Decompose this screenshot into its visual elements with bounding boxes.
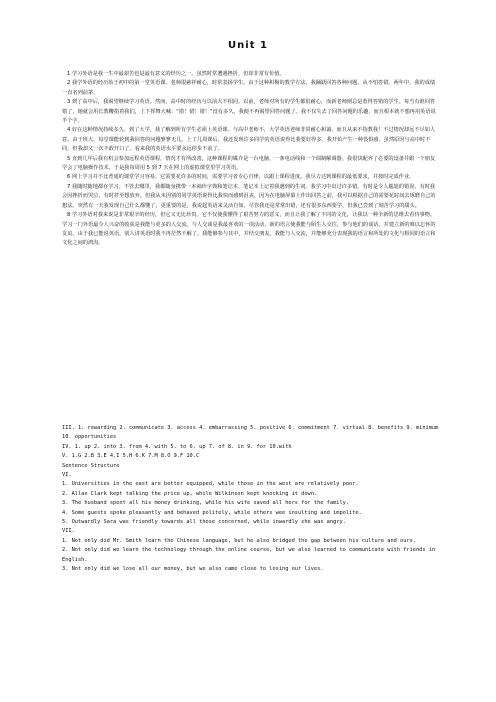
answer-line-iii: III. 1. rewarding 2. communicate 3. access 4. embarrassing 5. positive 6. commitment 7. virtual 8. benefits 9. minimum 10. opportunities [62,425,439,441]
section-heading: Sentence Structure [62,462,120,469]
unit-title: Unit 1 [228,40,268,51]
answer-sentence: 1. Not only did Mr. Smith learn the Chinese language, but he also bridged the gap between his culture and ours. [62,537,416,544]
exercise-label-vii: VII. [62,528,75,535]
answer-line-v: V. 1.G 2.B 3.E 4.I 5.H 6.K 7.M 8.O 9.F 10.C [62,453,200,460]
chinese-paragraph: 4 好在这种情况持续多久。到了大学，我了解到所有学生必须上英语课。与高中老师不，大学英语老师非常耐心和蔼，而且从来不指教我！不过情况却远不尽如人意。由于班大，每堂课能轮到我回答的问题寥寥无几。上了几周课后，我还发现许多同学的英语说得比我要好得多。我开始产生一种畏惧感，虽然原因与高中时不同，但我却又一次不敢开口了。看来我的英语水平要永远停步不前了。 [62,127,436,153]
answer-sentence: 2. Allan Clark kept talking the price up, while Wilkinson kept knocking it down. [62,490,318,497]
chinese-paragraph: 3 到了高中后，我渴望继续学习英语。然而，高中时的经历与以前大不相同。以前，老师对所有的学生都很耐心，而新老师则总是惹得答错的学生。每当有谁回答错了，她就会用长教鞭指着我们，上下挥舞大喊：“错！错！错！”没有多久，我便不再渴望回答问题了。我不仅失去了回答问题的乐趣，而且根本就不想再用英语说半个字。 [62,99,436,125]
answer-sentence: 3. Not only did we lose all our money, but we also came close to losing our lives. [62,566,324,573]
answer-key-section [62,424,442,575]
answer-sentence: 4. Some guests spoke pleasantly and behaved politely, while others wee insulting and impolite. [62,509,362,516]
chinese-paragraph: 5 直到几年后我有机会参加远程英语课程，情况才有所改善。这种课程的媒介是一台电脑、一条电话线和一个调制解调器。我很快配齐了必要的设备并跟一个朋友学会了电脑操作技术，于是我每周用 5 到 7 天在网上的虚拟课堂里学习英语。 [62,155,436,172]
answer-sentence: 2. Not only did we learn the technology through the online course, but we also learned to communicate with friends in English. [62,547,436,563]
exercise-label-vi: VI. [62,472,72,479]
answer-sentence: 5. Outwardly Sara was friendly towards all those concerned, while inwardly she was angry. [62,519,346,526]
answer-sentence: 3. The husband spent all his money drinking, while his wife saved all hers for the family. [62,500,350,507]
answer-sentence: 1. Universities in the east are better equipped, while those in the west are relatively poor. [62,481,359,488]
chinese-text-section [62,70,436,249]
answer-line-iv: IV. 1. up 2. into 3. from 4. with 5. to 6. up 7. of 8. in 9. for 10.with [62,443,292,450]
chinese-paragraph: 6 网上学习并不比普通的课堂学习容易。它需要花许多的时间，需要学习者专心自律，以跟上课程进度。我尽力达到课程的最低要求，并按时完成作业。 [67,174,415,181]
chinese-paragraph: 1 学习外语是我一生中最艰苦也是最有意义的经历之一。虽然时常遭遇挫折，但却非常有价值。 [67,71,285,77]
chinese-paragraph: 7 我随时随地都在学习。不管去哪里，我都随身携带一本袖珍字典和笔记本，笔记本上记着我遇到的生词。我学习中出过许多错，有时是令人尴尬的错误。有时我会因挫折而哭泣，有时甚至想放弃。但我从未因别的同学英语说得比我快而感到沮丧，因为在电脑屏幕上作出回答之前，我可以根据自己的需要花时间去琢磨自己的想法。突然有一天我发现自己什么都懂了，更重要的是，我说起英语来灵活自如。尽管我还是常常出错，还有很多东西要学，但我已尝到了刻苦学习的甜头。 [62,183,436,209]
chinese-paragraph: 2 我学外语的经历始于初中的第一堂英语课。老师很慈祥耐心，时常表扬学生。由于这种积极的教学方法，我踊跃回答各种问题，从不怕答错。两年中，我的成绩一直名列前茅。 [62,80,436,96]
chinese-paragraph: 8 学习外语对我来说是非常艰辛的经历，但它又无比珍贵。它不仅使我懂得了艰苦努力的意义，而且让我了解了不同的文化，让我以一种全新的思维去看待事物。学习一门外语最令人兴奋的收获是我能与更多的人交流。与人交谈是我最喜欢的一项活动，新的语言使我能与陌生人交往，参与他们的谈话，并建立新的难以忘怀的友谊。由于我已能说英语，别人讲英语时我不再茫然不解了。我能够参与其中，并结交朋友。我能与人交流，并能够充分表现我的语言和所处的文化与相同的语言和文化之间的鸿沟。 [62,212,436,247]
